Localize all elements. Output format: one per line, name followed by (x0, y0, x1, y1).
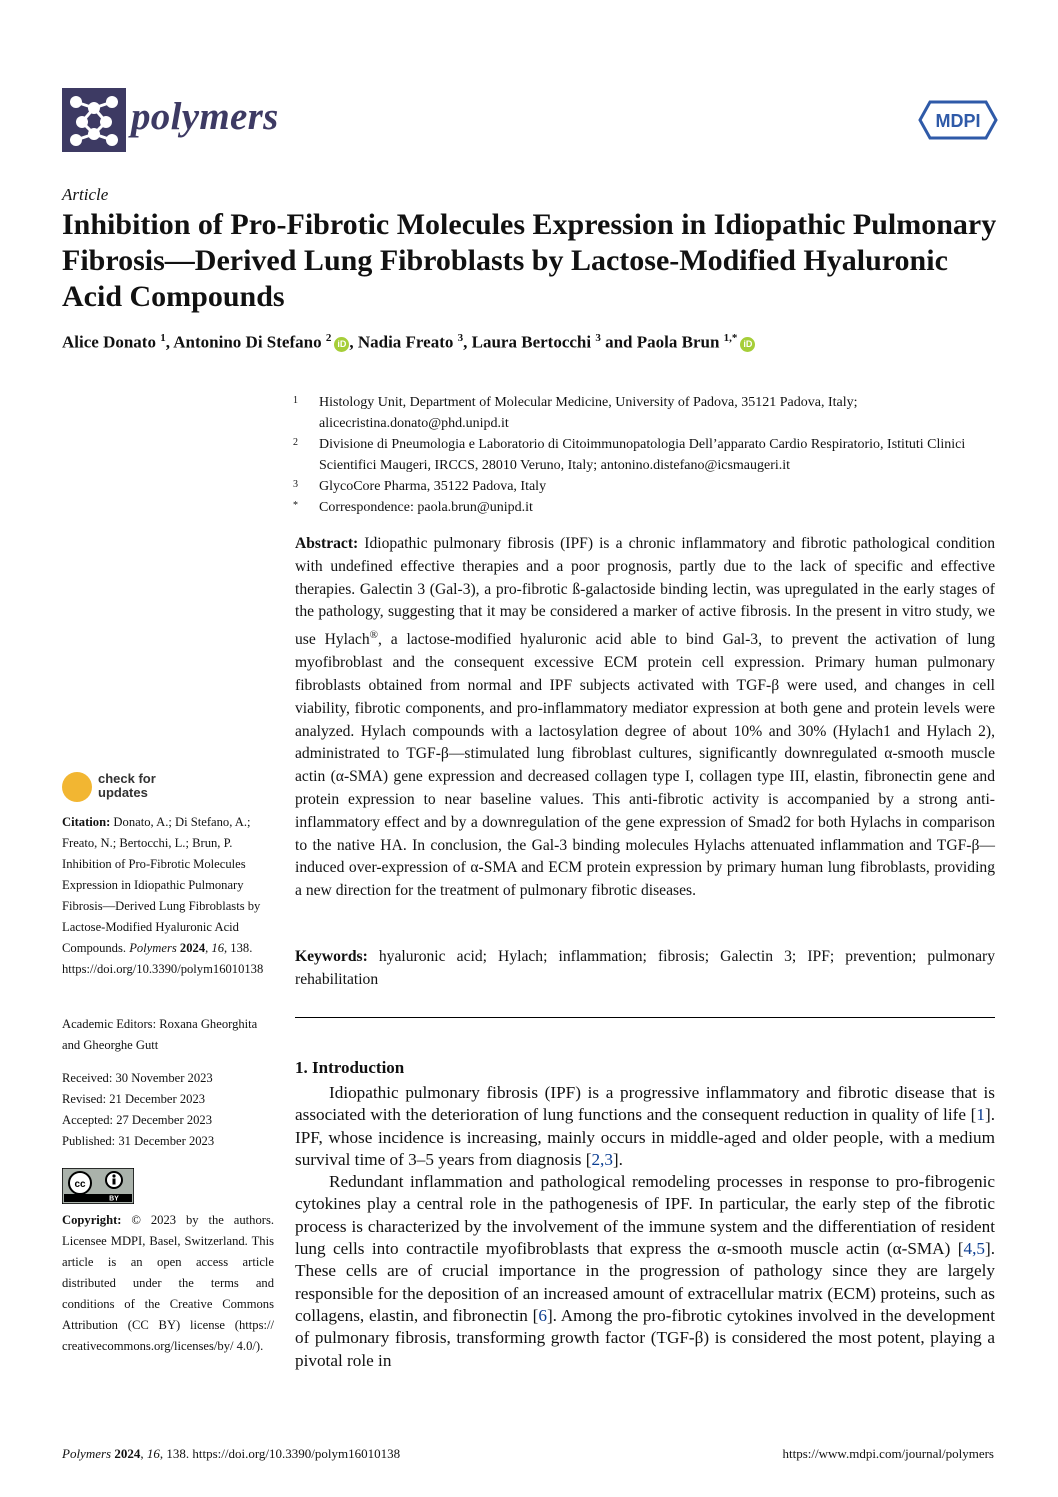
accepted-date: Accepted: 27 December 2023 (62, 1113, 213, 1127)
affiliation-text: GlycoCore Pharma, 35122 Padova, Italy (319, 479, 547, 494)
affiliation-item (293, 497, 993, 518)
author-list: Alice Donato $^1$, Antonino Di Stefano $^2$ iD , Nadia Freato $^3$, Laura Bertocchi $^3$ and Paola Brun $^{1,*}$ iD (62, 332, 755, 353)
section-heading: 1. Introduction (295, 1058, 405, 1077)
citation-link[interactable]: 1 (976, 1105, 985, 1125)
affiliation-item (293, 476, 993, 497)
author-affil-sup: 3 (457, 332, 464, 344)
affiliation-number: 2 (293, 437, 298, 448)
affiliation-number: 3 (293, 479, 298, 490)
author-affil-sup: 1 (160, 332, 166, 344)
mdpi-logo-text: MDPI (935, 111, 981, 131)
footer-citation: Polymers 2024, 16, 138. https://doi.org/10.3390/polym16010138 (62, 1446, 401, 1461)
academic-editors: Academic Editors: Roxana Gheorghita and Gheorghe Gutt (62, 1017, 258, 1052)
author-name: Nadia Freato (357, 332, 454, 352)
citation-label: Citation: (62, 815, 111, 829)
check-updates-label: check for updates (98, 771, 156, 800)
citation-link[interactable]: 4,5 (963, 1239, 985, 1259)
author-affil-sup: 2 (325, 332, 332, 344)
paragraph (295, 1082, 995, 1171)
cc-by-license-icon[interactable] (62, 1168, 134, 1204)
cc-by-label: BY (109, 1195, 119, 1203)
paragraph-text: Idiopathic pulmonary fibrosis (IPF) is a progressive inflammatory and fibrotic disease that is associated with the deterioration of lung functions and the consequent reduction in quality of life [ (295, 1083, 995, 1125)
paragraph-text: ]. Among the pro-fibrotic cytokines involved in the development of pulmonary fibrosis, transforming growth factor (TGF-β) is considered the most potent, playing a pivotal role in (295, 1305, 996, 1370)
abstract (295, 533, 995, 903)
keywords (295, 946, 995, 992)
citation-block: Citation: Donato, A.; Di Stefano, A.; Freato, N.; Bertocchi, L.; Brun, P. Inhibition of Pro-Fibrotic Molecules Expression in Idiopathic Pulmonary Fibrosis—Derived Lung Fibroblasts by Lactose-Modified Hyaluronic Acid Compounds. Polymers 2024, 16, 138. https://doi.org/10.3390/polym16010138 (62, 815, 264, 976)
footer-volume: 16 (146, 1446, 160, 1461)
affiliation-item (293, 392, 993, 434)
paragraph-text: ]. (612, 1149, 623, 1169)
citation-year: 2024 (179, 941, 206, 955)
copyright-text: © 2023 by the authors. Licensee MDPI, Basel, Switzerland. This article is an open access article distributed under the terms and conditions of the Creative Commons Attribution (CC BY) license (https:// creativecommons.org/licenses/by/ 4.0/). (62, 1213, 274, 1353)
article-title: Inhibition of Pro-Fibrotic Molecules Expression in Idiopathic Pulmonary Fibrosis—Derived Lung Fibroblasts by Lactose-Modified Hyaluronic Acid Compounds (62, 208, 997, 313)
footer-journal: Polymers (62, 1446, 112, 1461)
check-for-updates-button[interactable] (62, 770, 172, 808)
citation-journal: Polymers (129, 941, 177, 955)
polymers-logo-icon (62, 88, 126, 152)
paragraph (295, 1171, 995, 1372)
check-updates-icon (62, 772, 92, 802)
article-type: Article (62, 185, 109, 204)
citation-text: Donato, A.; Di Stefano, A.; Freato, N.; Bertocchi, L.; Brun, P. Inhibition of Pro-Fibrotic Molecules Expression in Idiopathic Pulmonary Fibrosis—Derived Lung Fibroblasts by Lactose-Modified Hyaluronic Acid Compounds. (62, 815, 261, 955)
keywords-text: hyaluronic acid; Hylach; inflammation; fibrosis; Galectin 3; IPF; prevention; pulmonary rehabilitation (295, 948, 995, 988)
affiliation-text: Histology Unit, Department of Molecular Medicine, University of Padova, 35121 Padova, Italy; alicecristina.donato@phd.unipd.it (319, 395, 858, 431)
paragraph-text: ]. IPF, whose incidence is increasing, mainly occurs in middle-aged and older people, with a medium survival time of 3–5 years from diagnosis [ (295, 1105, 995, 1169)
introduction-body (295, 1082, 995, 1372)
affiliation-item (293, 434, 993, 476)
citation-link[interactable]: 6 (538, 1305, 547, 1325)
footer-journal-url[interactable]: https://www.mdpi.com/journal/polymers (782, 1446, 994, 1461)
citation-doi: , 138. https://doi.org/10.3390/polym16010138 (62, 941, 264, 976)
publication-dates (62, 1068, 274, 1152)
mdpi-logo-icon[interactable] (918, 100, 998, 140)
keywords-label: Keywords: (295, 948, 368, 965)
author-name: Paola Brun (636, 332, 720, 352)
author-name: Antonino Di Stefano (173, 332, 322, 352)
copyright-label: Copyright: (62, 1213, 122, 1227)
orcid-icon[interactable]: iD (740, 337, 755, 352)
copyright-notice (62, 1210, 274, 1357)
revised-date: Revised: 21 December 2023 (62, 1092, 206, 1106)
journal-name: polymers (131, 95, 279, 138)
author-name: Alice Donato (62, 332, 156, 352)
abstract-text: Idiopathic pulmonary fibrosis (IPF) is a chronic inflammatory and fibrotic pathological condition with undefined effective therapies and a poor prognosis, partly due to the lack of specific and effective therapies. Galectin 3 (Gal-3), a pro-fibrotic ß-galactoside binding lectin, was upregulated in the early stages of the pathology, suggesting that it may be considered a marker of active fibrosis. In the present in vitro study, we use Hylach (295, 535, 995, 649)
orcid-icon[interactable]: iD (334, 337, 349, 352)
svg-text:cc: cc (74, 1179, 86, 1190)
author-affil-sup: 1,* (723, 332, 738, 344)
author-affil-sup: 3 (595, 332, 601, 344)
paragraph-text: ]. These cells are of crucial importance in the progression of pathology since they are largely responsible for the deposition of an increased amount of extracellular matrix (ECM) proteins, such as collagens, elastin, and fibronectin [ (295, 1239, 995, 1325)
abstract-label: Abstract: (295, 535, 359, 552)
paragraph-text: Redundant inflammation and pathological remodeling processes in response to pro-fibrogenic cytokines play a central role in the pathogenesis of IPF. In particular, the early step of the fibrotic process is characterized by the involvement of the immune system and the differentiation of resident lung cells into contractile myofibroblasts that express the α-smooth muscle actin (α-SMA) [ (295, 1172, 995, 1259)
published-date: Published: 31 December 2023 (62, 1134, 215, 1148)
abstract-text-continued: , a lactose-modified hyaluronic acid able to bind Gal-3, to prevent the activation of lung myofibroblast and the consequent excessive ECM protein cell expression. Primary human pulmonary fibroblasts obtained from normal and IPF subjects activated with TGF-β were used, and changes in cell viability, fibrotic components, and pro-inflammatory mediator expression at both gene and protein levels were analyzed. Hylach compounds with a lactosylation degree of about 10% and 30% (Hylach1 and Hylach 2), administrated to TGF-β—stimulated lung fibroblast cultures, significantly downregulated α-smooth muscle actin (α-SMA) gene expression and decreased collagen type I, collagen type III, elastin, fibronectin gene and protein expression to near baseline values. This anti-fibrotic activity is accompanied by a strong anti-inflammatory effect and by a downregulation of the gene expression of Smad2 for both Hylachs in comparison to the native HA. In conclusion, the Gal-3 binding molecules Hylachs attenuated inflammation and TGF-β—induced over-expression of α-SMA and ECM protein expression by primary human lung fibroblasts, providing a new direction for the treatment of pulmonary fibrotic diseases. (295, 631, 996, 900)
footer-doi: , 138. https://doi.org/10.3390/polym16010138 (159, 1446, 401, 1461)
affiliations (293, 392, 993, 518)
received-date: Received: 30 November 2023 (62, 1071, 213, 1085)
affiliation-text: Divisione di Pneumologia e Laboratorio di Citoimmunopatologia Dell’apparato Cardio Respiratorio, Istituti Clinici Scientifici Maugeri, IRCCS, 28010 Veruno, Italy; antonino.distefano@icsmaugeri.it (319, 437, 966, 473)
footer-year: 2024 (114, 1446, 141, 1461)
affiliation-number: * (293, 500, 298, 511)
author-name: Laura Bertocchi (471, 332, 592, 352)
affiliation-number: 1 (293, 395, 298, 406)
section-divider (295, 1017, 995, 1018)
citation-link[interactable]: 2,3 (591, 1149, 613, 1169)
citation-volume: 16 (211, 941, 224, 955)
affiliation-text: Correspondence: paola.brun@unipd.it (319, 500, 533, 515)
registered-mark: ® (369, 629, 378, 642)
